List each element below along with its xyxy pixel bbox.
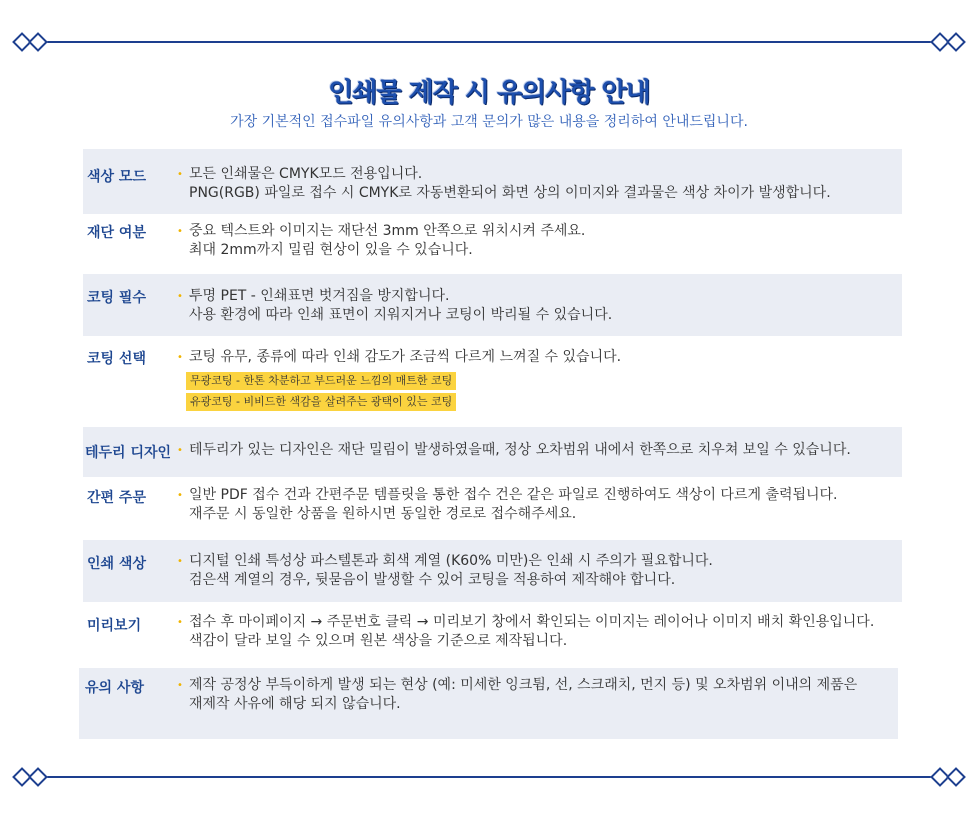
- notice-row-caution: [79, 668, 898, 739]
- bullet-icon: •: [177, 226, 183, 237]
- row-text: 테두리가 있는 디자인은 재단 밀림이 발생하였을때, 정상 오차범위 내에서 한쪽으로 치우쳐 보일 수 있습니다.: [189, 442, 851, 458]
- row-label: 간편 주문: [87, 490, 146, 506]
- notice-row-easy-order: [83, 477, 902, 540]
- page-title: 인쇄물 제작 시 유의사항 안내: [328, 78, 650, 108]
- bullet-icon: •: [177, 680, 183, 691]
- row-text: 접수 후 마이페이지 → 주문번호 클릭 → 미리보기 창에서 확인되는 이미지는 레이어나 이미지 배치 확인용입니다.: [189, 614, 875, 630]
- row-label: 색상 모드: [87, 169, 146, 185]
- bullet-icon: •: [177, 352, 183, 363]
- row-body: [177, 486, 902, 524]
- row-label: 미리보기: [87, 618, 142, 634]
- row-label: 유의 사항: [85, 680, 144, 696]
- diamond-icon: [28, 32, 48, 52]
- row-body: [177, 676, 898, 714]
- row-text: 중요 텍스트와 이미지는 재단선 3mm 안쪽으로 위치시켜 주세요.: [189, 223, 586, 239]
- bullet-icon: •: [177, 291, 183, 302]
- divider-line: [46, 41, 932, 43]
- bullet-icon: •: [177, 169, 183, 180]
- row-text: 제작 공정상 부득이하게 발생 되는 현상 (예: 미세한 잉크튐, 선, 스크래치, 먼지 등) 및 오차범위 이내의 제품은: [189, 677, 858, 693]
- row-text: 색감이 달라 보일 수 있으며 원본 색상을 기준으로 제작됩니다.: [189, 633, 568, 649]
- row-text: 최대 2mm까지 밀림 현상이 있을 수 있습니다.: [189, 242, 473, 258]
- row-text: 투명 PET - 인쇄표면 벗겨짐을 방지합니다.: [189, 288, 450, 304]
- divider-line: [46, 776, 932, 778]
- notice-row-coating-option: [83, 336, 902, 427]
- notice-row-print-color: [83, 540, 902, 602]
- row-text: 재주문 시 동일한 상품을 원하시면 동일한 경로로 접수해주세요.: [189, 506, 577, 522]
- row-label: 테두리 디자인: [85, 445, 172, 461]
- row-text: 사용 환경에 따라 인쇄 표면이 지워지거나 코팅이 박리될 수 있습니다.: [189, 307, 613, 323]
- notice-row-border-design: [83, 427, 902, 477]
- row-text: 모든 인쇄물은 CMYK모드 전용입니다.: [189, 166, 423, 182]
- diamond-icon: [946, 32, 966, 52]
- diamond-icon: [28, 767, 48, 787]
- row-text: 재제작 사유에 해당 되지 않습니다.: [189, 696, 401, 712]
- row-text: 검은색 계열의 경우, 뒷묻음이 발생할 수 있어 코팅을 적용하여 제작해야 합니다.: [189, 572, 676, 588]
- bullet-icon: •: [177, 445, 183, 456]
- page-subtitle: 가장 기본적인 접수파일 유의사항과 고객 문의가 많은 내용을 정리하여 안내드립니다.: [230, 114, 748, 130]
- row-text: 디지털 인쇄 특성상 파스텔톤과 회색 계열 (K60% 미만)은 인쇄 시 주의가 필요합니다.: [189, 553, 713, 569]
- row-body: [177, 552, 902, 590]
- bullet-icon: •: [177, 617, 183, 628]
- row-body: [177, 165, 902, 203]
- row-body: [177, 222, 902, 260]
- bullet-icon: •: [177, 490, 183, 501]
- bullet-icon: •: [177, 556, 183, 567]
- notice-row-color-mode: [83, 149, 902, 214]
- coating-tag-matte: 무광코팅 - 한톤 차분하고 부드러운 느낌의 매트한 코팅: [186, 372, 456, 390]
- row-label: 코팅 선택: [87, 351, 146, 367]
- row-text: 일반 PDF 접수 건과 간편주문 템플릿을 통한 접수 건은 같은 파일로 진행하여도 색상이 다르게 출력됩니다.: [189, 487, 838, 503]
- row-body: [177, 613, 902, 651]
- row-body: [177, 287, 902, 325]
- notice-row-preview: [83, 602, 902, 668]
- row-label: 재단 여분: [87, 225, 146, 241]
- row-body: [177, 441, 902, 460]
- top-divider: [12, 32, 966, 52]
- diamond-icon: [946, 767, 966, 787]
- row-body: [177, 348, 902, 411]
- coating-tag-gloss: 유광코팅 - 비비드한 색감을 살려주는 광택이 있는 코팅: [186, 393, 456, 411]
- bottom-divider: [12, 767, 966, 787]
- row-text: PNG(RGB) 파일로 접수 시 CMYK로 자동변환되어 화면 상의 이미지와 결과물은 색상 차이가 발생합니다.: [189, 185, 831, 201]
- row-text: 코팅 유무, 종류에 따라 인쇄 감도가 조금씩 다르게 느껴질 수 있습니다.: [189, 349, 622, 365]
- notice-row-coating-required: [83, 274, 902, 336]
- row-label: 인쇄 색상: [87, 556, 146, 572]
- notice-row-bleed: [83, 214, 902, 274]
- row-label: 코팅 필수: [87, 290, 146, 306]
